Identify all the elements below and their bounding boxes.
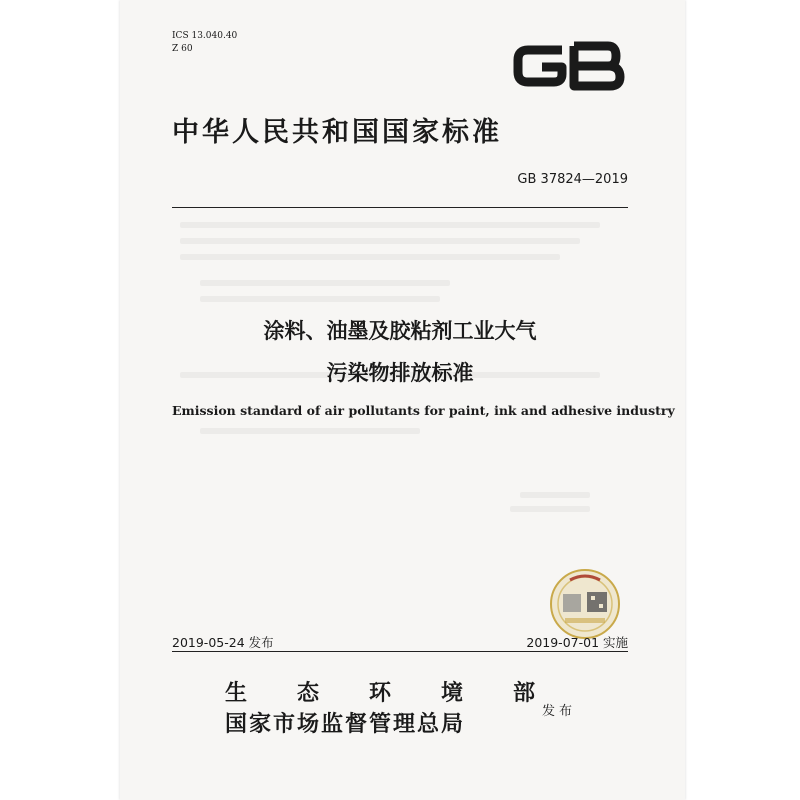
issuer-char: 部	[512, 680, 535, 706]
top-divider	[172, 207, 628, 208]
classification-block	[172, 30, 237, 56]
gb-logo-icon	[512, 40, 628, 92]
ics-code: ICS 13.040.40	[172, 31, 238, 41]
bleed-through-mark	[180, 254, 560, 260]
document-title-cn-line2: 污染物排放标准	[326, 361, 474, 385]
bleed-through-mark	[180, 238, 580, 244]
standard-number: GB 37824—2019	[517, 172, 628, 187]
publish-label: 发布	[542, 704, 577, 719]
ccs-code: Z 60	[172, 44, 193, 54]
issuer-char: 态	[296, 680, 319, 706]
issue-date: 2019-05-24 发布	[172, 635, 274, 650]
bleed-through-mark	[180, 222, 600, 228]
issuer-char: 环	[368, 680, 391, 706]
bleed-through-mark	[510, 506, 590, 512]
issuer-char: 境	[440, 680, 463, 706]
bleed-through-mark	[200, 428, 420, 434]
document-title-en: Emission standard of air pollutants for paint, ink and adhesive industry	[172, 403, 675, 418]
implementation-date: 2019-07-01 实施	[526, 635, 628, 650]
bleed-through-mark	[200, 296, 440, 302]
bleed-through-mark	[520, 492, 590, 498]
national-standard-title: 中华人民共和国国家标准	[172, 117, 502, 148]
bleed-through-mark	[200, 280, 450, 286]
gb-logo	[512, 40, 628, 96]
issuer-char: 生	[225, 680, 248, 706]
issuer-ministry	[225, 676, 535, 707]
document-title-cn-line1: 涂料、油墨及胶粘剂工业大气	[263, 319, 537, 343]
bottom-divider	[172, 651, 628, 652]
issuer-administration: 国家市场监督管理总局	[225, 711, 466, 737]
